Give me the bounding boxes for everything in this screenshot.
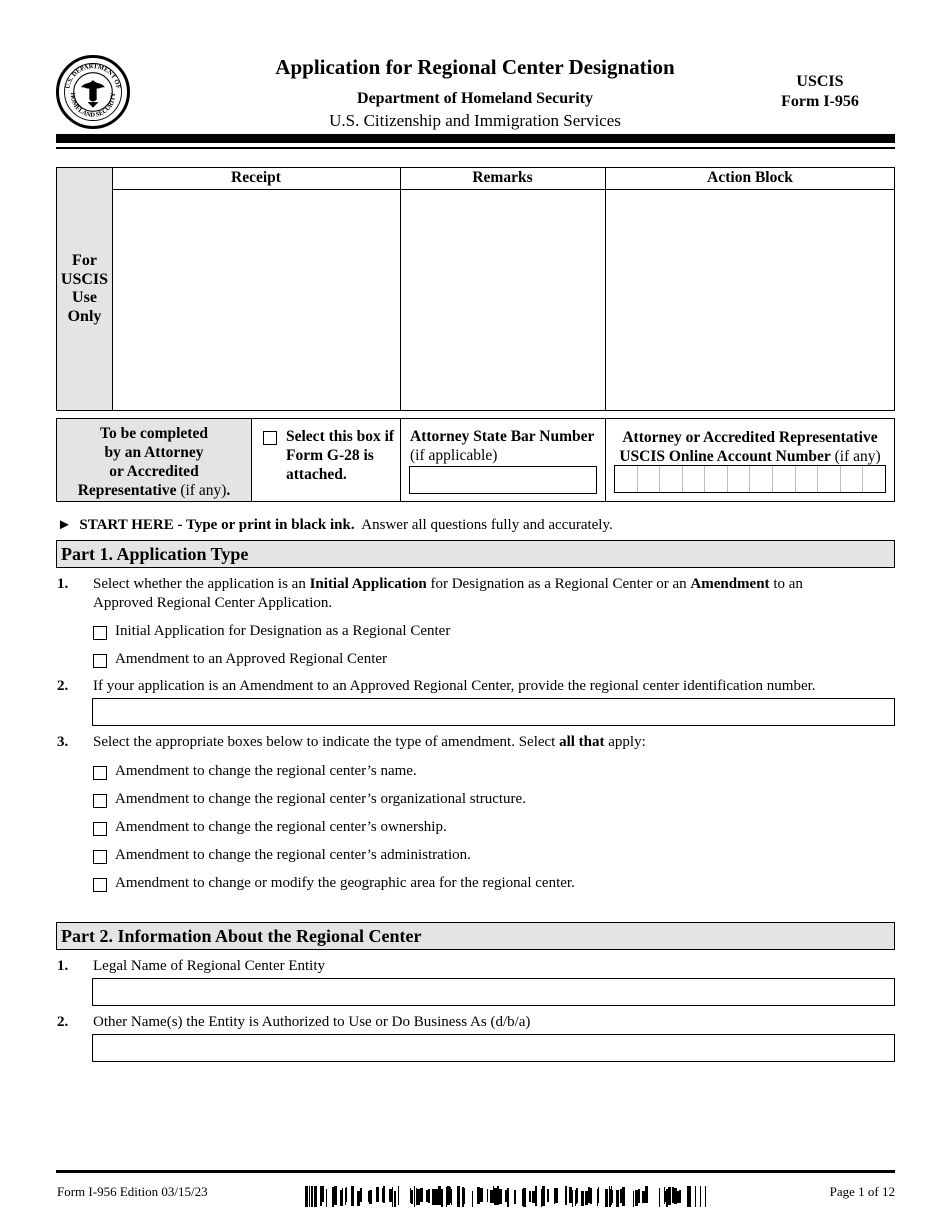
uscis-use-only-label — [57, 168, 113, 410]
bar-number-label — [410, 427, 594, 465]
part2-heading: Part 2. Information About the Regional Center — [56, 922, 895, 950]
q3-text-a: Select the appropriate boxes below to indicate the type of amendment. Select — [93, 734, 560, 750]
q2-text: If your application is an Amendment to an Approved Regional Center, provide the regional center identification number. — [93, 678, 816, 694]
amend-geographic-label: Amendment to change or modify the geographic area for the regional center. — [115, 875, 575, 891]
amend-administration-label: Amendment to change the regional center’s administration. — [115, 847, 471, 863]
footer-rule — [56, 1170, 895, 1173]
q1-text — [93, 575, 883, 613]
action-block-header: Action Block — [707, 169, 793, 186]
office-column-divider — [605, 168, 606, 410]
p2-q1-number: 1. — [57, 958, 69, 974]
page-number: Page 1 of 12 — [829, 1184, 895, 1199]
form-edition: Form I-956 Edition 03/15/23 — [57, 1184, 208, 1199]
online-account-rest: (if any) — [830, 448, 881, 465]
side-label-line: For — [72, 252, 97, 269]
online-account-number-input[interactable] — [614, 465, 886, 493]
g28-cell — [252, 419, 401, 501]
legal-name-label: Legal Name of Regional Center Entity — [93, 958, 326, 974]
g28-label-line: attached. — [286, 466, 347, 483]
regional-center-id-input[interactable] — [92, 698, 895, 726]
dba-label: Other Name(s) the Entity is Authorized to Use or Do Business As (d/b/a) — [93, 1014, 531, 1030]
note-rest: (if any) — [176, 482, 227, 499]
header-rule-thick — [56, 134, 895, 143]
initial-application-checkbox[interactable] — [93, 626, 107, 640]
online-account-bold: USCIS Online Account Number — [619, 448, 831, 465]
arrow-icon: ► — [57, 517, 72, 533]
dba-input[interactable] — [92, 1034, 895, 1062]
form-number: Form I-956 — [781, 93, 859, 110]
q1-bold-a: Initial Application — [309, 576, 427, 592]
online-account-cell — [606, 419, 894, 501]
amend-name-label: Amendment to change the regional center’s name. — [115, 763, 417, 779]
side-label-line: USCIS — [60, 270, 109, 288]
amendment-checkbox[interactable] — [93, 654, 107, 668]
side-label-line: Only — [67, 307, 102, 325]
start-here-rest: Answer all questions fully and accurately. — [361, 517, 613, 533]
p2-q2-number: 2. — [57, 1014, 69, 1030]
note-line: by an Attorney — [104, 444, 204, 461]
amend-ownership-checkbox[interactable] — [93, 822, 107, 836]
online-account-label — [606, 428, 894, 466]
bar-number-sub: (if applicable) — [410, 447, 498, 464]
header-rule-thin — [56, 147, 895, 149]
amend-administration-checkbox[interactable] — [93, 850, 107, 864]
uscis-use-only-box — [56, 167, 895, 411]
receipt-header: Receipt — [231, 169, 281, 186]
legal-name-input[interactable] — [92, 978, 895, 1006]
start-here-bold: START HERE - Type or print in black ink. — [79, 517, 355, 533]
q3-number: 3. — [57, 734, 69, 750]
initial-application-label: Initial Application for Designation as a Regional Center — [115, 623, 451, 639]
side-label-line: Use — [72, 289, 97, 306]
q2-number: 2. — [57, 678, 69, 694]
agency-short: USCIS — [796, 73, 844, 90]
form-id — [760, 72, 880, 112]
q1-text-c: to an — [769, 576, 803, 592]
q3-text — [93, 733, 646, 752]
amend-structure-label: Amendment to change the regional center’s organizational structure. — [115, 791, 526, 807]
seal-text-bottom: HOMELAND SECURITY — [68, 92, 118, 119]
amend-geographic-checkbox[interactable] — [93, 878, 107, 892]
amendment-label: Amendment to an Approved Regional Center — [115, 651, 388, 667]
g28-checkbox[interactable] — [263, 431, 277, 445]
note-line: To be completed — [100, 425, 208, 442]
g28-label-line: Form G-28 is — [286, 447, 374, 464]
amend-structure-checkbox[interactable] — [93, 794, 107, 808]
seal-text-top: U.S. DEPARTMENT OF — [64, 63, 122, 90]
q1-text-line2: Approved Regional Center Application. — [93, 595, 333, 611]
amend-ownership-label: Amendment to change the regional center’s ownership. — [115, 819, 447, 835]
g28-label — [286, 427, 394, 484]
q1-bold-b: Amendment — [690, 576, 770, 592]
q3-text-b: apply: — [604, 734, 646, 750]
g28-label-line: Select this box if — [286, 428, 395, 445]
bar-number-cell — [401, 419, 606, 501]
remarks-header: Remarks — [472, 169, 533, 186]
agency-name: U.S. Citizenship and Immigration Services — [329, 111, 621, 130]
q3-bold: all that — [559, 734, 605, 750]
office-header-divider — [112, 189, 894, 190]
q1-text-b: for Designation as a Regional Center or an — [426, 576, 691, 592]
bar-number-input[interactable] — [409, 466, 597, 494]
department-name: Department of Homeland Security — [357, 90, 593, 107]
online-account-title: Attorney or Accredited Representative — [622, 429, 878, 446]
office-column-divider — [400, 168, 401, 410]
note-line — [57, 481, 251, 500]
part1-heading: Part 1. Application Type — [56, 540, 895, 568]
online-account-title-2 — [606, 447, 894, 466]
form-title: Application for Regional Center Designation — [275, 55, 675, 79]
note-line: or Accredited — [109, 463, 199, 480]
amend-name-checkbox[interactable] — [93, 766, 107, 780]
q1-number: 1. — [57, 576, 69, 592]
bar-number-title: Attorney State Bar Number — [410, 428, 595, 445]
attorney-completion-note — [57, 419, 252, 501]
note-bold: Representative — [77, 482, 177, 499]
attorney-box — [56, 418, 895, 502]
start-here-instruction — [57, 516, 613, 535]
barcode-image — [305, 1186, 713, 1207]
note-period: . — [226, 482, 231, 499]
q1-text-a: Select whether the application is an — [93, 576, 310, 592]
